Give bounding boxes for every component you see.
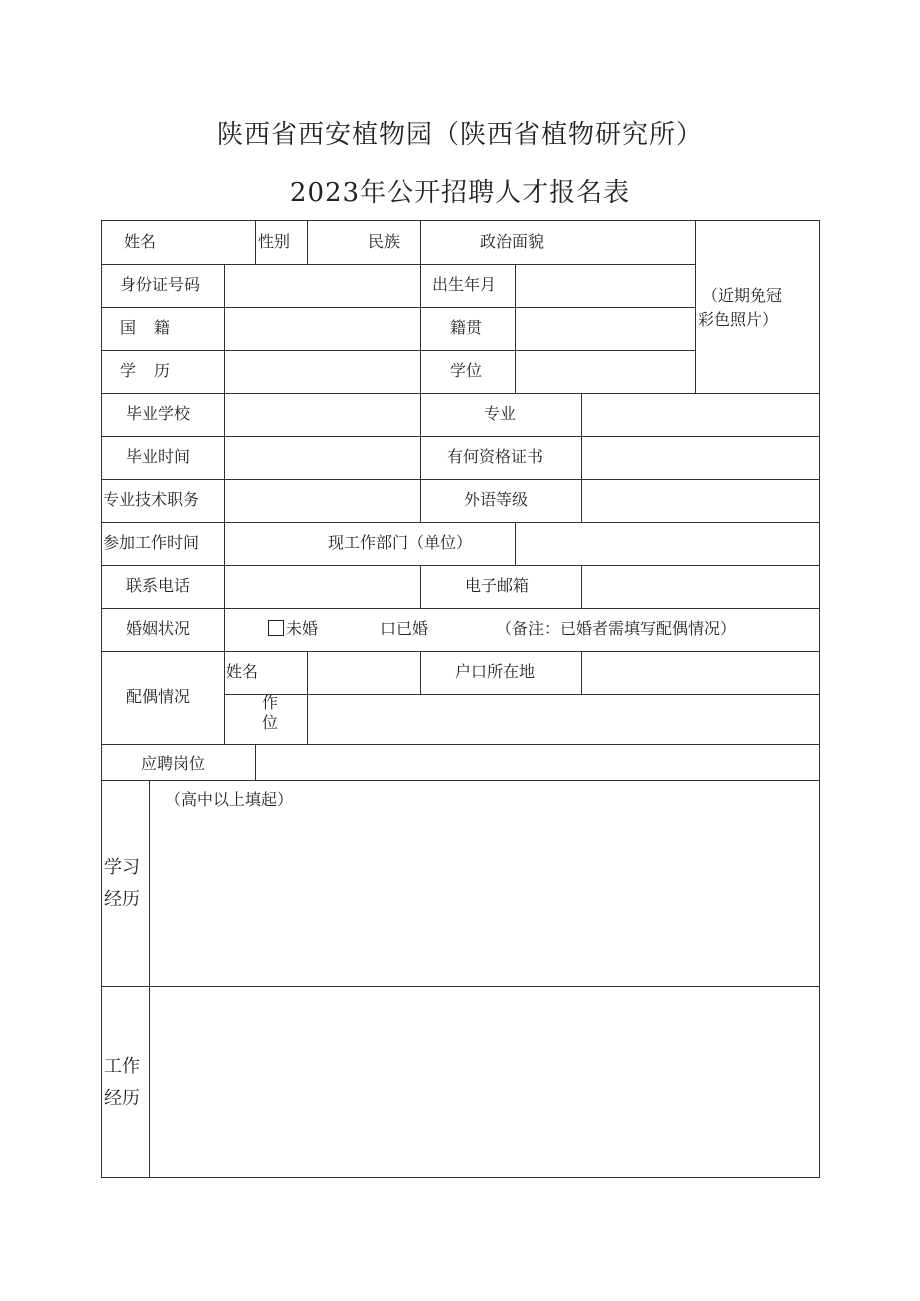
work-experience-line1: 工作: [104, 1056, 140, 1077]
work-experience-label: [104, 1051, 140, 1115]
work-experience-line2: 经历: [104, 1088, 140, 1109]
spouse-work-unit-label-line2: 位: [262, 713, 279, 732]
form-subtitle: 2023年公开招聘人才报名表: [289, 178, 631, 208]
study-experience-hint: （高中以上填起）: [165, 790, 294, 809]
work-start-label: 参加工作时间: [103, 533, 200, 552]
current-department-label: 现工作部门（单位）: [328, 533, 473, 552]
married-checkbox[interactable]: 口: [380, 619, 397, 638]
household-label: 户口所在地: [455, 662, 536, 681]
marital-note: （备注：已婚者需填写配偶情况）: [496, 619, 737, 638]
name-label: 姓名: [124, 232, 157, 251]
married-label: 已婚: [396, 619, 429, 638]
form-title: 陕西省西安植物园（陕西省植物研究所）: [216, 120, 703, 150]
political-status-label: 政治面貌: [480, 232, 545, 251]
unmarried-checkbox[interactable]: [268, 620, 284, 636]
language-level-label: 外语等级: [464, 490, 529, 509]
spouse-work-unit-label: 作: [262, 693, 279, 712]
marital-status-label: 婚姻状况: [126, 619, 191, 638]
ethnicity-label: 民族: [368, 232, 401, 251]
major-label: 专业: [484, 404, 517, 423]
id-number-label: 身份证号码: [120, 275, 201, 294]
position-label: 应聘岗位: [141, 754, 206, 773]
education-label: 学历: [120, 361, 189, 380]
spouse-name-label: 姓名: [226, 662, 259, 681]
gender-label: 性别: [258, 232, 291, 251]
unmarried-option[interactable]: [268, 619, 318, 639]
birth-date-label: 出生年月: [432, 275, 497, 294]
study-experience-line2: 经历: [104, 889, 140, 910]
nationality-label: 国籍: [120, 318, 189, 337]
phone-label: 联系电话: [126, 576, 191, 595]
married-option[interactable]: [380, 619, 428, 639]
spouse-info-label: 配偶情况: [126, 687, 191, 706]
photo-placeholder-line2: 彩色照片）: [698, 310, 779, 329]
email-label: 电子邮箱: [465, 576, 530, 595]
study-experience-label: [104, 852, 140, 916]
photo-placeholder: （近期免冠: [702, 286, 783, 305]
native-place-label: 籍贯: [450, 318, 483, 337]
study-experience-line1: 学习: [104, 857, 140, 878]
professional-title-label: 专业技术职务: [103, 490, 200, 509]
graduate-school-label: 毕业学校: [126, 404, 191, 423]
degree-label: 学位: [450, 361, 483, 380]
graduation-time-label: 毕业时间: [126, 447, 191, 466]
qualifications-label: 有何资格证书: [447, 447, 544, 466]
unmarried-label: 未婚: [286, 619, 319, 638]
